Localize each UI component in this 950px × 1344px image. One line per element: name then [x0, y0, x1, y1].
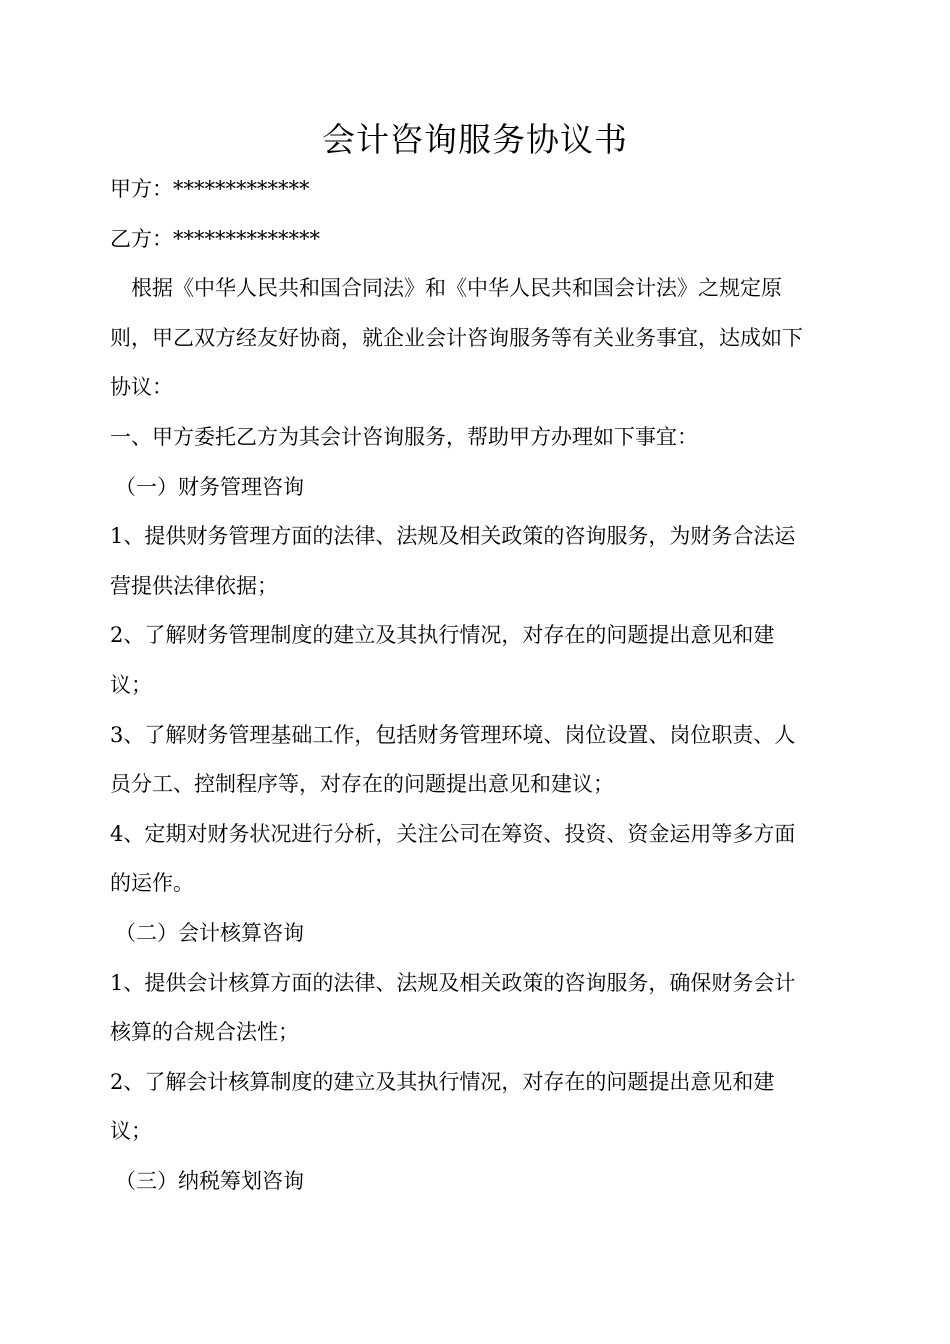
clause-line: 议；: [110, 672, 152, 697]
subsection-heading: （三）纳税筹划咨询: [115, 1168, 304, 1193]
clause-line: 2、了解会计核算制度的建立及其执行情况，对存在的问题提出意见和建: [110, 1069, 775, 1094]
clause-line: 1、提供财务管理方面的法律、法规及相关政策的咨询服务，为财务合法运: [110, 524, 796, 549]
clause-line: 3、了解财务管理基础工作，包括财务管理环境、岗位设置、岗位职责、人: [110, 722, 796, 747]
document-title: 会计咨询服务协议书: [322, 120, 628, 159]
party-a-line: 甲方：*************: [110, 177, 310, 201]
clause-line: 核算的合规合法性；: [110, 1020, 299, 1045]
clause-line: 2、了解财务管理制度的建立及其执行情况，对存在的问题提出意见和建: [110, 623, 775, 648]
preamble-line: 协议：: [110, 375, 173, 400]
preamble-line: 根据《中华人民共和国合同法》和《中华人民共和国会计法》之规定原: [131, 276, 782, 301]
document-body: [110, 165, 842, 1206]
clause-line: 1、提供会计核算方面的法律、法规及相关政策的咨询服务，确保财务会计: [110, 970, 796, 995]
party-b-line: 乙方：**************: [110, 226, 320, 251]
section-heading: 一、甲方委托乙方为其会计咨询服务，帮助甲方办理如下事宜：: [110, 424, 698, 449]
subsection-heading: （二）会计核算咨询: [115, 920, 304, 945]
clause-line: 员分工、控制程序等，对存在的问题提出意见和建议；: [110, 772, 614, 797]
subsection-heading: （一）财务管理咨询: [115, 474, 304, 499]
preamble-line: 则，甲乙双方经友好协商，就企业会计咨询服务等有关业务事宜，达成如下: [110, 325, 803, 350]
clause-line: 的运作。: [110, 871, 194, 896]
clause-line: 议；: [110, 1119, 152, 1144]
clause-line: 营提供法律依据；: [110, 573, 278, 598]
clause-line: 4、定期对财务状况进行分析，关注公司在筹资、投资、资金运用等多方面: [110, 821, 796, 846]
